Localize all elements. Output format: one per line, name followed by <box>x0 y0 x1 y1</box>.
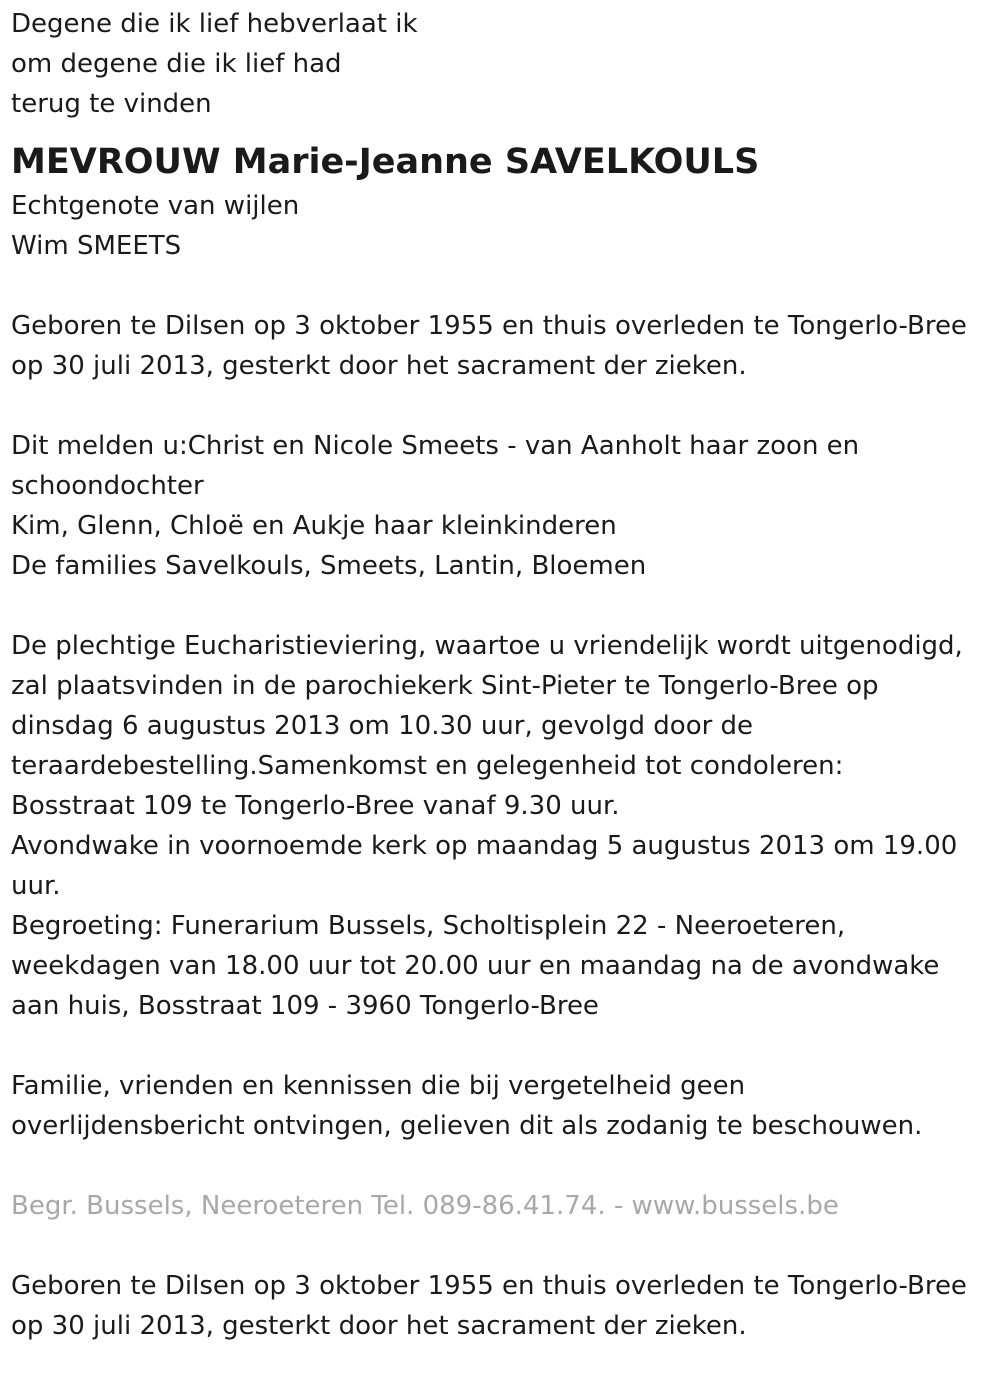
ceremony-line: teraardebestelling.Samenkomst en gelegenheid tot condoleren: <box>11 751 844 781</box>
deceased-name: MEVROUW Marie-Jeanne SAVELKOULS <box>11 142 760 182</box>
notice-paragraph <box>11 1066 993 1146</box>
announced-by-line: Kim, Glenn, Chloë en Aukje haar kleinkinderen <box>11 511 617 541</box>
paragraph-gap <box>11 1146 993 1186</box>
birth-death-repeat-paragraph <box>11 1266 993 1346</box>
paragraph-gap <box>11 586 993 626</box>
paragraph-gap <box>11 386 993 426</box>
announced-by-paragraph <box>11 426 993 586</box>
announced-by-line: De families Savelkouls, Smeets, Lantin, Bloemen <box>11 551 647 581</box>
birth-death-line: Geboren te Dilsen op 3 oktober 1955 en thuis overleden te Tongerlo-Bree <box>11 1271 967 1301</box>
paragraph-gap <box>11 1226 993 1266</box>
ceremony-line: aan huis, Bosstraat 109 - 3960 Tongerlo-Bree <box>11 991 599 1021</box>
paragraph-gap <box>11 1026 993 1066</box>
ceremony-line: weekdagen van 18.00 uur tot 20.00 uur en maandag na de avondwake <box>11 951 940 981</box>
paragraph-gap <box>11 266 993 306</box>
poem <box>11 4 993 124</box>
ceremony-line: De plechtige Eucharistieviering, waartoe u vriendelijk wordt uitgenodigd, <box>11 631 963 661</box>
announced-by-line: schoondochter <box>11 471 204 501</box>
ceremony-line: dinsdag 6 augustus 2013 om 10.30 uur, gevolgd door de <box>11 711 754 741</box>
ceremony-paragraph <box>11 626 993 1026</box>
obituary-document <box>11 4 993 1346</box>
notice-line: Familie, vrienden en kennissen die bij vergetelheid geen <box>11 1071 746 1101</box>
poem-line: terug te vinden <box>11 89 212 119</box>
relation-line: Echtgenote van wijlen <box>11 191 300 221</box>
birth-death-line: op 30 juli 2013, gesterkt door het sacrament der zieken. <box>11 1311 747 1341</box>
notice-line: overlijdensbericht ontvingen, gelieven dit als zodanig te beschouwen. <box>11 1111 923 1141</box>
birth-death-line: Geboren te Dilsen op 3 oktober 1955 en thuis overleden te Tongerlo-Bree <box>11 311 967 341</box>
ceremony-line: Avondwake in voornoemde kerk op maandag 5 augustus 2013 om 19.00 <box>11 831 958 861</box>
ceremony-line: zal plaatsvinden in de parochiekerk Sint-Pieter te Tongerlo-Bree op <box>11 671 879 701</box>
ceremony-line: Begroeting: Funerarium Bussels, Scholtisplein 22 - Neeroeteren, <box>11 911 846 941</box>
poem-line: om degene die ik lief had <box>11 49 342 79</box>
relation <box>11 186 993 266</box>
ceremony-line: uur. <box>11 871 61 901</box>
relation-line: Wim SMEETS <box>11 231 182 261</box>
poem-line: Degene die ik lief hebverlaat ik <box>11 9 418 39</box>
birth-death-paragraph <box>11 306 993 386</box>
ceremony-line: Bosstraat 109 te Tongerlo-Bree vanaf 9.30 uur. <box>11 791 620 821</box>
announced-by-line: Dit melden u:Christ en Nicole Smeets - van Aanholt haar zoon en <box>11 431 860 461</box>
funeral-home-footer: Begr. Bussels, Neeroeteren Tel. 089-86.41.74. - www.bussels.be <box>11 1191 839 1221</box>
birth-death-line: op 30 juli 2013, gesterkt door het sacrament der zieken. <box>11 351 747 381</box>
